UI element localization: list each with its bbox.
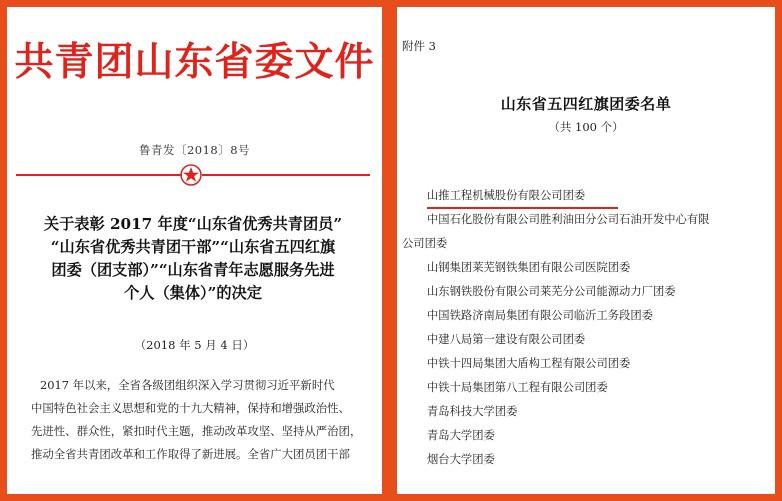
org-list-item: 中建八局第一建设有限公司团委: [427, 333, 586, 346]
org-list-item: 山东钢铁股份有限公司莱芜分公司能源动力厂团委: [427, 285, 676, 298]
document-number: 鲁青发〔2018〕8号: [138, 143, 251, 157]
body-text-line: 2017 年以来，全省各级团组织深入学习贯彻习近平新时代: [40, 378, 335, 392]
org-list-item: 山钢集团莱芜钢铁集团有限公司医院团委: [427, 261, 631, 274]
decision-title-line-3: 团委（团支部）”“山东省青年志愿服务先进: [51, 261, 335, 279]
decision-title-line-1: 关于表彰 2017 年度“山东省优秀共青团员”: [43, 215, 343, 233]
org-list-item: 青岛科技大学团委: [427, 405, 518, 418]
org-list-item-continued: 公司团委: [402, 237, 448, 250]
attachment-label: 附件 3: [402, 39, 436, 53]
right-document-page: [397, 7, 775, 494]
org-list-item: 烟台大学团委: [427, 453, 495, 466]
document-masthead: 共青团山东省委文件: [14, 40, 375, 85]
org-list-item: 中铁十局集团第八工程有限公司团委: [427, 381, 608, 394]
list-count: （共 100 个）: [548, 120, 624, 134]
decision-title-line-4: 个人（集体）”的决定: [124, 284, 262, 302]
body-text-line: 中国特色社会主义思想和党的十九大精神，保持和增强政治性、: [31, 401, 350, 415]
org-list-item: 中国石化股份有限公司胜利油田分公司石油开发中心有限: [427, 213, 710, 226]
body-text-line: 推动全省共青团改革和工作取得了新进展。全省广大团员团干部: [31, 447, 350, 461]
red-rule-right: [202, 174, 370, 176]
org-list-item: 山推工程机械股份有限公司团委: [427, 189, 586, 202]
org-list-item: 青岛大学团委: [427, 429, 495, 442]
highlight-underline: [427, 207, 618, 209]
list-title: 山东省五四红旗团委名单: [500, 95, 672, 113]
left-document-page: [7, 7, 382, 494]
org-list-item: 中铁十四局集团大盾构工程有限公司团委: [427, 357, 631, 370]
star-icon: [179, 163, 203, 187]
org-list-item: 中国铁路济南局集团有限公司临沂工务段团委: [427, 309, 653, 322]
body-text-line: 先进性、群众性，紧扣时代主题，推动改革攻坚、坚持从严治团，: [31, 424, 362, 438]
decision-date: （2018 年 5 月 4 日）: [134, 338, 255, 352]
decision-title-line-2: “山东省优秀共青团干部”“山东省五四红旗: [50, 238, 336, 256]
red-rule-left: [16, 174, 182, 176]
